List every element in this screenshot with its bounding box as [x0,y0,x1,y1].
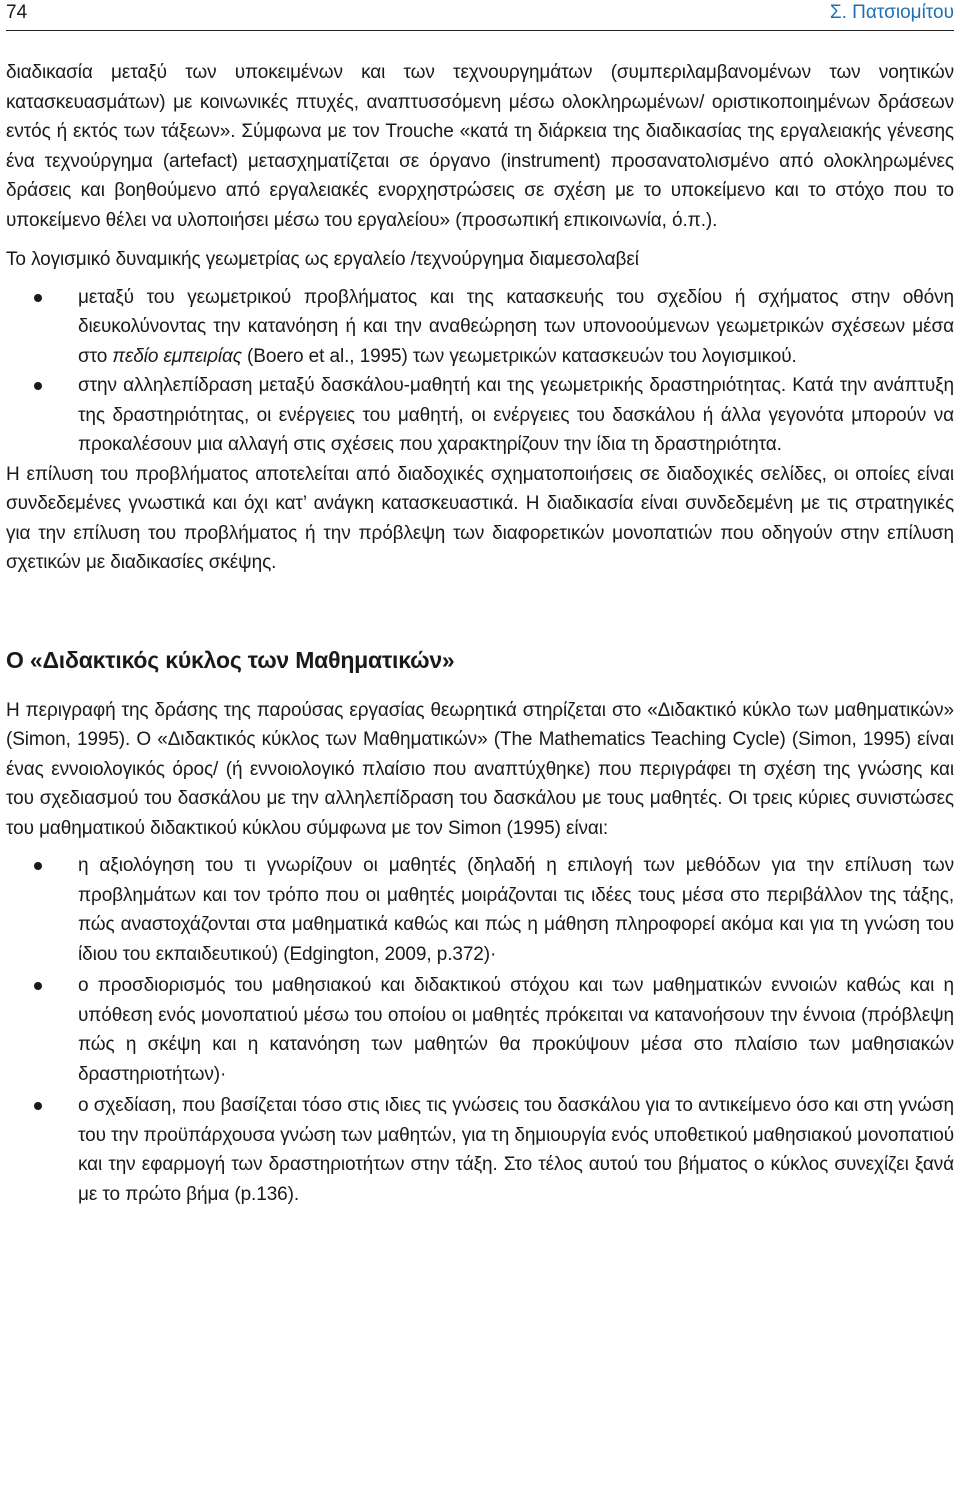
bullet-list-2 [6,851,954,1209]
bullet-icon [34,382,42,390]
bullet-text: η αξιολόγηση του τι γνωρίζουν οι μαθητές (δηλαδή η επιλογή των μεθόδων για την επίλυση των προβλημάτων και τον τρόπο που οι μαθητές μοιράζονται τις ιδέες τους μέσα στο περιβάλλον της τάξης, πώς αναστοχάζονται στα μαθηματικά καθώς και πώς η μάθηση πληροφορεί ακόμα και για τη γνώση του ίδιου του εκπαιδευτικού) (Edgington, 2009, p.372)· [78,855,954,965]
bullet-text: στην αλληλεπίδραση μεταξύ δασκάλου-μαθητή και της γεωμετρικής δραστηριότητας. Κατά την ανάπτυξη της δραστηριότητας, οι ενέργειες του μαθητή, οι ενέργειες του δασκάλου ή άλλα γεγονότα μπορούν να προκαλέσουν μια αλλαγή στις σχέσεις που χαρακτηρίζουν την ίδια τη δραστηριότητα. [78,375,954,455]
page-body [6,58,954,1211]
bullet-icon [34,1102,42,1110]
italic-term: πεδίο εμπειρίας [112,345,242,367]
bullet-list-1 [6,283,954,460]
list-item [6,971,954,1089]
bullet-text [78,283,954,372]
list-item [6,371,954,460]
paragraph-4: Η περιγραφή της δράσης της παρούσας εργασίας θεωρητικά στηρίζεται στο «Διδακτικό κύκλο των μαθηματικών» (Simon, 1995). Ο «Διδακτικός κύκλος των Μαθηματικών» (The Mathematics Teaching Cycle) (Simon, 1995) είναι ένας εννοιολογικός όρος/ (ή εννοιολογικό πλαίσιο που αναπτύχθηκε) που περιγράφει τη σχέση της γνώσης και του σχεδιασμού του δασκάλου με την αλληλεπίδραση του δασκάλου με τους μαθητές. Οι τρεις κύριες συνιστώσες του μαθηματικού διδακτικού κύκλου σύμφωνα με τον Simon (1995) είναι: [6,699,954,839]
bullet-icon [34,862,42,870]
list-item [6,851,954,969]
section-heading: Ο «Διδακτικός κύκλος των Μαθηματικών» [6,646,455,673]
bullet-icon [34,982,42,990]
paragraph-1: διαδικασία μεταξύ των υποκειμένων και των τεχνουργημάτων (συμπεριλαμβανομένων των νοητικών κατασκευασμάτων) με κοινωνικές πτυχές, αναπτυσσόμενη μέσω ολοκληρωμένων/ οριστικοποιημένων δράσεων εντός ή εκτός των τάξεων». Σύμφωνα με τον Trouche «κατά τη διάρκεια της διαδικασίας της εργαλειακής γένεσης ένα τεχνούργημα (artefact) μετασχηματίζεται σε όργανο (instrument) προσανατολισμένο από ολοκληρωμένες δράσεις και βοηθούμενο από εργαλειακές ενορχηστρώσεις σε σχέση με το υποκείμενο και το στόχο που το υποκείμενο θέλει να υλοποιήσει μέσω του εργαλείου» (προσωπική επικοινωνία, ό.π.). [6,62,954,231]
paragraph-2: Το λογισμικό δυναμικής γεωμετρίας ως εργαλείο /τεχνούργημα διαμεσολαβεί [6,249,639,270]
paragraph-3: Η επίλυση του προβλήματος αποτελείται από διαδοχικές σχηματοποιήσεις σε διαδοχικές σελίδες, οι οποίες είναι συνδεδεμένες γνωστικά και όχι κατ’ ανάγκη κατασκευαστικά. Η διαδικασία είναι συνδεδεμένη με τις στρατηγικές για την επίλυση του προβλήματος ή την πρόβλεψη των διαφορετικών μονοπατιών που οδηγούν στην επίλυση σχετικών με διαδικασίες σκέψης. [6,463,954,573]
page-header [6,0,954,31]
list-item [6,1091,954,1209]
running-head-author: Σ. Πατσιομίτου [829,2,954,23]
list-item [6,283,954,372]
page-number: 74 [6,2,28,23]
bullet-icon [34,294,42,302]
bullet-text: ο σχεδίαση, που βασίζεται τόσο στις ιδιες τις γνώσεις του δασκάλου για το αντικείμενο όσο και στη γνώση του την προϋπάρχουσα γνώση των μαθητών, για τη δημιουργία ενός υποθετικού μαθησιακού μονοπατιού και την εφαρμογή των δραστηριοτήτων στην τάξη. Στο τέλος αυτού του βήματος ο κύκλος συνεχίζει ξανά με το πρώτο βήμα (p.136). [78,1095,954,1205]
bullet-text: ο προσδιορισμός του μαθησιακού και διδακτικού στόχου και των μαθηματικών εννοιών καθώς και η υπόθεση ενός μονοπατιού μέσω του οποίου οι μαθητές πρόκειται να κατανοήσουν την έννοια (πρόβλεψη πώς η σκέψη και η κατανόηση των μαθητών θα προκύψουν μέσα στο πλαίσιο των μαθησιακών δραστηριοτήτων)· [78,975,954,1085]
bullet-text-part: μεταξύ του γεωμετρικού προβλήματος και της κατασκευής του σχεδίου ή σχήματος στην οθόνη διευκολύνοντας την κατανόηση ή και την αναθεώρηση των υπονοούμενων γεωμετρικών σχέσεων μέσα στο [78,286,954,367]
bullet-text-part: (Boero et al., 1995) των γεωμετρικών κατασκευών του λογισμικού. [241,345,797,367]
